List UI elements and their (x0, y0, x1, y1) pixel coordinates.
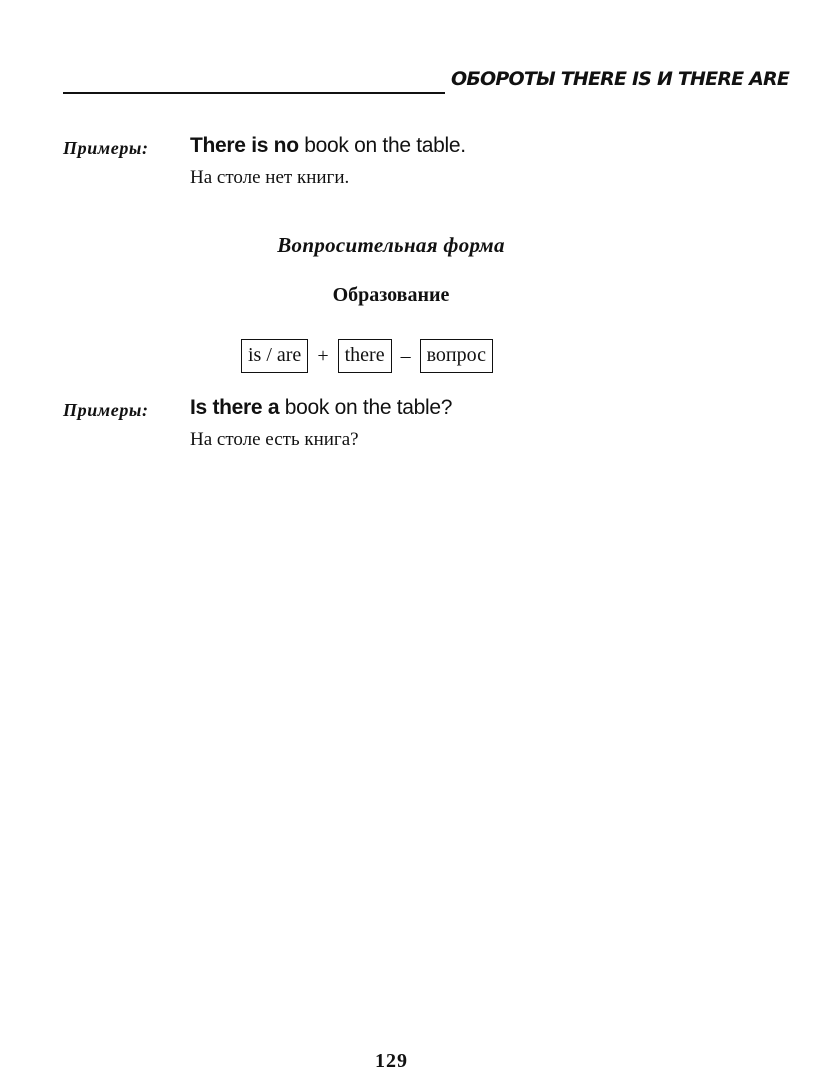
formula-term-verb: is / are (241, 339, 308, 373)
russian-translation: На столе нет книги. (190, 167, 350, 188)
formation-formula (241, 339, 493, 373)
russian-translation: На столе есть книга? (190, 429, 359, 450)
section-title: Вопросительная форма (277, 233, 505, 257)
dash-sign: – (400, 345, 411, 367)
formula-term-question: вопрос (420, 339, 493, 373)
sentence-keyword: There is no (190, 134, 299, 157)
sentence-rest: book on the table. (298, 134, 466, 157)
sentence-rest: book on the table? (279, 396, 453, 419)
subsection-title: Образование (332, 284, 450, 306)
page-number: 129 (375, 1050, 408, 1072)
examples-label: Примеры: (63, 400, 149, 420)
plus-sign: + (317, 345, 329, 367)
formula-term-there: there (338, 339, 392, 373)
running-header (63, 66, 790, 96)
english-sentence (190, 134, 466, 158)
english-sentence (190, 396, 452, 420)
header-rule (63, 92, 445, 94)
header-title: ОБОРОТЫ THERE IS И THERE ARE (451, 68, 790, 90)
examples-label: Примеры: (63, 138, 149, 158)
sentence-keyword: Is there a (190, 396, 280, 419)
